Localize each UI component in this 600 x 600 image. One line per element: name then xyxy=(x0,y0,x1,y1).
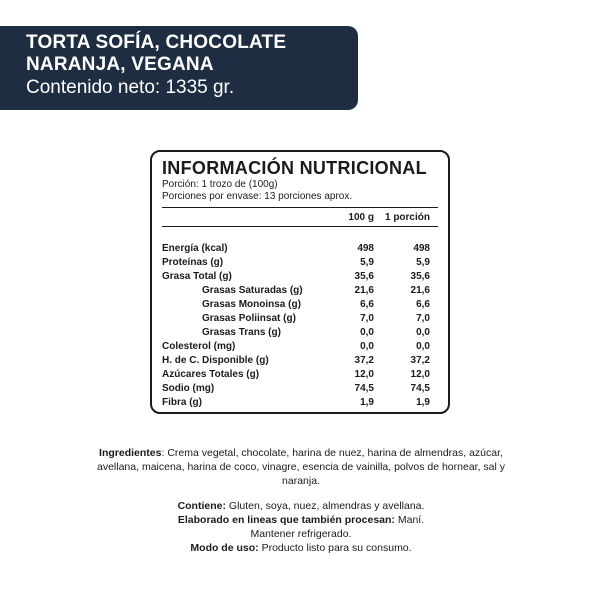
nutrient-value-100g: 21,6 xyxy=(354,285,374,296)
ingredients-list: : Crema vegetal, chocolate, harina de nuez, harina de almendras, azúcar, avellana, maicena, harina de coco, vinagre, esencia de vainilla, polvos de hornear, sal y naranja. xyxy=(97,447,505,487)
net-content: Contenido neto: 1335 gr. xyxy=(26,77,235,98)
column-headers xyxy=(162,208,438,226)
nutrient-row xyxy=(162,270,438,284)
nutrient-label: Grasas Saturadas (g) xyxy=(202,285,303,296)
nutrient-label: Proteínas (g) xyxy=(162,257,224,268)
allergens-label: Contiene: xyxy=(177,500,226,512)
facility-line xyxy=(86,513,516,527)
allergens-line xyxy=(86,499,516,513)
nutrient-label: H. de C. Disponible (g) xyxy=(162,355,269,366)
nutrient-label: Grasa Total (g) xyxy=(162,271,232,282)
nutrient-value-portion: 0,0 xyxy=(416,327,430,338)
nutrient-row xyxy=(162,284,438,298)
ingredients-label: Ingredientes xyxy=(99,447,162,459)
nutrient-row xyxy=(162,256,438,270)
portion-size: Porción: 1 trozo de (100g) xyxy=(162,179,278,190)
usage-text: Producto listo para su consumo. xyxy=(258,542,412,554)
servings-per-package: Porciones por envase: 13 porciones aprox. xyxy=(162,191,353,202)
allergens-text: Gluten, soya, nuez, almendras y avellana. xyxy=(225,500,425,512)
nutrient-label: Colesterol (mg) xyxy=(162,341,236,352)
nutrient-value-100g: 7,0 xyxy=(360,313,374,324)
facility-label: Elaborado en lineas que también procesan: xyxy=(177,514,395,526)
nutrient-row xyxy=(162,382,438,396)
nutrient-row xyxy=(162,312,438,326)
nutrient-value-100g: 12,0 xyxy=(354,369,374,380)
nutrient-value-100g: 37,2 xyxy=(354,355,374,366)
ingredients-text xyxy=(86,446,516,488)
nutrient-value-portion: 5,9 xyxy=(416,257,430,268)
nutrient-label: Fibra (g) xyxy=(162,397,202,408)
nutrient-value-portion: 21,6 xyxy=(410,285,430,296)
nutrient-row xyxy=(162,326,438,340)
nutrient-value-portion: 35,6 xyxy=(410,271,430,282)
nutrient-value-portion: 7,0 xyxy=(416,313,430,324)
product-notes xyxy=(86,499,516,555)
product-title-line-2: NARANJA, VEGANA xyxy=(26,54,214,75)
nutrient-value-100g: 5,9 xyxy=(360,257,374,268)
nutrient-value-100g: 6,6 xyxy=(360,299,374,310)
nutrient-label: Grasas Trans (g) xyxy=(202,327,281,338)
product-banner xyxy=(0,26,358,110)
nutrient-row xyxy=(162,340,438,354)
nutrient-value-portion: 12,0 xyxy=(410,369,430,380)
usage-line xyxy=(86,541,516,555)
nutrient-row xyxy=(162,242,438,256)
nutrient-value-100g: 35,6 xyxy=(354,271,374,282)
nutrition-facts-panel xyxy=(150,150,450,414)
nutrient-row xyxy=(162,354,438,368)
nutrient-label: Azúcares Totales (g) xyxy=(162,369,260,380)
nutrition-heading: INFORMACIÓN NUTRICIONAL xyxy=(162,158,427,178)
nutrient-value-100g: 1,9 xyxy=(360,397,374,408)
nutrient-value-portion: 37,2 xyxy=(410,355,430,366)
nutrient-value-portion: 498 xyxy=(413,243,430,254)
nutrient-row xyxy=(162,368,438,382)
product-title-line-1: TORTA SOFÍA, CHOCOLATE xyxy=(26,32,287,53)
nutrient-row xyxy=(162,298,438,312)
usage-label: Modo de uso: xyxy=(190,542,259,554)
nutrient-value-portion: 74,5 xyxy=(410,383,430,394)
nutrient-value-portion: 0,0 xyxy=(416,341,430,352)
storage-line: Mantener refrigerado. xyxy=(250,528,352,540)
nutrient-row xyxy=(162,396,438,410)
nutrient-label: Sodio (mg) xyxy=(162,383,215,394)
column-header-100g: 100 g xyxy=(348,211,374,223)
divider xyxy=(162,226,438,227)
nutrient-label: Grasas Poliinsat (g) xyxy=(202,313,296,324)
nutrient-value-portion: 1,9 xyxy=(416,397,430,408)
nutrient-label: Energía (kcal) xyxy=(162,243,228,254)
facility-text: Maní. xyxy=(394,514,425,526)
nutrient-value-100g: 74,5 xyxy=(354,383,374,394)
nutrient-label: Grasas Monoinsa (g) xyxy=(202,299,301,310)
nutrient-value-portion: 6,6 xyxy=(416,299,430,310)
nutrient-value-100g: 498 xyxy=(357,243,374,254)
column-header-portion: 1 porción xyxy=(384,211,430,223)
nutrient-value-100g: 0,0 xyxy=(360,341,374,352)
nutrient-value-100g: 0,0 xyxy=(360,327,374,338)
